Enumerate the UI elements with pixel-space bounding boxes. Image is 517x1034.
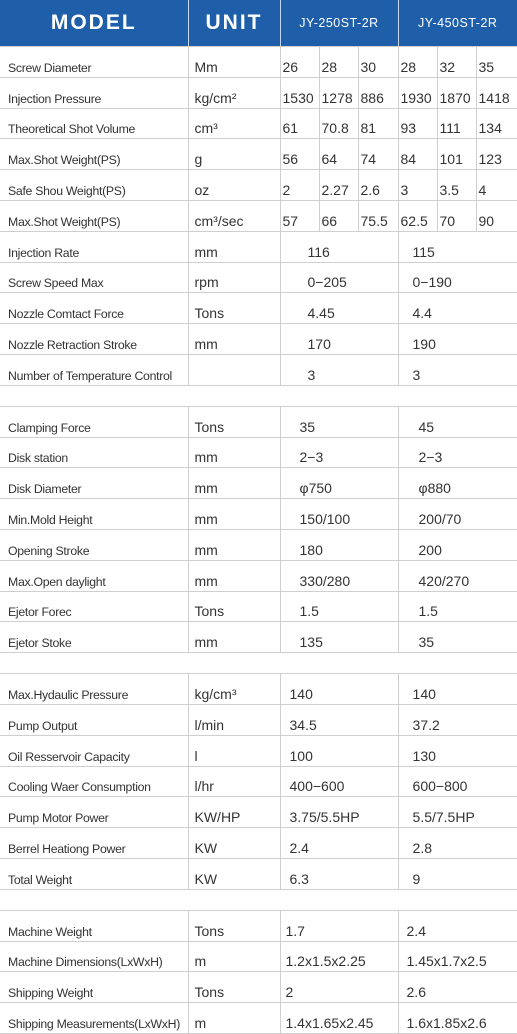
spec-label: Screw Diameter	[0, 47, 188, 78]
model-b-value: 5.5/7.5HP	[398, 797, 517, 828]
model-a-value: φ750	[280, 468, 398, 499]
spec-unit: mm	[188, 529, 280, 560]
model-b-value: 32	[437, 47, 476, 78]
spec-label: Max.Shot Weight(PS)	[0, 139, 188, 170]
model-a-value: 35	[280, 406, 398, 437]
spec-unit: mm	[188, 324, 280, 355]
model-a-value: 0−205	[280, 262, 398, 293]
model-a-value: 2.4	[280, 828, 398, 859]
model-a-value: 170	[280, 324, 398, 355]
model-a-value: 1.2x1.5x2.25	[280, 941, 398, 972]
model-b-value: 130	[398, 735, 517, 766]
model-b-value: 101	[437, 139, 476, 170]
spec-header	[0, 0, 517, 46]
spec-label: Min.Mold Height	[0, 499, 188, 530]
model-a-value: 57	[280, 200, 319, 231]
table-row	[0, 468, 517, 499]
injection-section	[0, 46, 517, 386]
model-b-value: 37.2	[398, 704, 517, 735]
table-row	[0, 200, 517, 231]
spec-unit: Tons	[188, 293, 280, 324]
spec-label: Machine Weight	[0, 910, 188, 941]
table-row	[0, 47, 517, 78]
spec-label: Shipping Weight	[0, 972, 188, 1003]
model-b-value: φ880	[398, 468, 517, 499]
model-a-value: 70.8	[319, 108, 358, 139]
table-row	[0, 735, 517, 766]
model-a-value: 26	[280, 47, 319, 78]
header-model-a: JY-250ST-2R	[280, 0, 398, 46]
spec-label: Nozzle Retraction Stroke	[0, 324, 188, 355]
model-b-value: 1870	[437, 77, 476, 108]
spec-label: Machine Dimensions(LxWxH)	[0, 941, 188, 972]
spec-unit: mm	[188, 468, 280, 499]
model-a-value: 1.5	[280, 591, 398, 622]
table-row	[0, 77, 517, 108]
table-row	[0, 704, 517, 735]
spec-unit: g	[188, 139, 280, 170]
table-row	[0, 972, 517, 1003]
spec-label: Shipping Measurements(LxWxH)	[0, 1003, 188, 1034]
model-a-value: 2	[280, 170, 319, 201]
spec-unit: m	[188, 941, 280, 972]
spec-label: Ejetor Forec	[0, 591, 188, 622]
spec-label: Safe Shou Weight(PS)	[0, 170, 188, 201]
spec-unit: KW	[188, 858, 280, 889]
table-row	[0, 797, 517, 828]
spec-label: Screw Speed Max	[0, 262, 188, 293]
model-b-value: 70	[437, 200, 476, 231]
spec-unit: Tons	[188, 910, 280, 941]
model-b-value: 200	[398, 529, 517, 560]
spec-unit: Tons	[188, 406, 280, 437]
table-row	[0, 354, 517, 385]
model-b-value: 123	[476, 139, 517, 170]
table-row	[0, 139, 517, 170]
spec-unit: rpm	[188, 262, 280, 293]
model-b-value: 420/270	[398, 560, 517, 591]
table-row	[0, 674, 517, 705]
spec-unit: oz	[188, 170, 280, 201]
model-b-value: 200/70	[398, 499, 517, 530]
table-row	[0, 529, 517, 560]
model-b-value: 62.5	[398, 200, 437, 231]
model-a-value: 66	[319, 200, 358, 231]
spec-unit: Tons	[188, 591, 280, 622]
model-b-value: 3	[398, 354, 517, 385]
spec-unit: mm	[188, 560, 280, 591]
model-b-value: 600−800	[398, 766, 517, 797]
header-unit: UNIT	[188, 0, 280, 46]
model-a-value: 3.75/5.5HP	[280, 797, 398, 828]
model-a-value: 140	[280, 674, 398, 705]
model-b-value: 140	[398, 674, 517, 705]
table-row	[0, 108, 517, 139]
model-b-value: 2−3	[398, 437, 517, 468]
model-a-value: 3	[280, 354, 398, 385]
spec-unit: m	[188, 1003, 280, 1034]
spec-unit: kg/cm³	[188, 674, 280, 705]
model-a-value: 6.3	[280, 858, 398, 889]
model-a-value: 330/280	[280, 560, 398, 591]
table-row	[0, 170, 517, 201]
table-row	[0, 591, 517, 622]
model-a-value: 1.4x1.65x2.45	[280, 1003, 398, 1034]
spec-unit: Mm	[188, 47, 280, 78]
model-a-value: 886	[358, 77, 398, 108]
spec-unit: l/min	[188, 704, 280, 735]
table-row	[0, 766, 517, 797]
spec-unit: KW	[188, 828, 280, 859]
spec-unit	[188, 354, 280, 385]
model-a-value: 75.5	[358, 200, 398, 231]
model-a-value: 2−3	[280, 437, 398, 468]
model-b-value: 1.5	[398, 591, 517, 622]
spec-label: Total Weight	[0, 858, 188, 889]
model-b-value: 35	[398, 622, 517, 653]
model-b-value: 4	[476, 170, 517, 201]
model-a-value: 1.7	[280, 910, 398, 941]
header-model: MODEL	[0, 0, 188, 46]
model-a-value: 400−600	[280, 766, 398, 797]
spec-unit: mm	[188, 499, 280, 530]
spec-label: Oil Resservoir Capacity	[0, 735, 188, 766]
spec-label: Max.Shot Weight(PS)	[0, 200, 188, 231]
model-b-value: 90	[476, 200, 517, 231]
model-b-value: 9	[398, 858, 517, 889]
spec-label: Pump Motor Power	[0, 797, 188, 828]
model-a-value: 81	[358, 108, 398, 139]
model-b-value: 93	[398, 108, 437, 139]
clamping-section	[0, 406, 517, 653]
table-row	[0, 1003, 517, 1034]
model-b-value: 84	[398, 139, 437, 170]
model-b-value: 1418	[476, 77, 517, 108]
model-b-value: 1.45x1.7x2.5	[398, 941, 517, 972]
table-row	[0, 622, 517, 653]
model-a-value: 2.6	[358, 170, 398, 201]
spec-label: Cooling Waer Consumption	[0, 766, 188, 797]
model-a-value: 100	[280, 735, 398, 766]
model-b-value: 111	[437, 108, 476, 139]
model-a-value: 2.27	[319, 170, 358, 201]
spec-unit: cm³/sec	[188, 200, 280, 231]
table-row	[0, 406, 517, 437]
spec-label: Pump Output	[0, 704, 188, 735]
model-a-value: 30	[358, 47, 398, 78]
spec-unit: mm	[188, 437, 280, 468]
model-a-value: 1278	[319, 77, 358, 108]
table-row	[0, 560, 517, 591]
table-row	[0, 324, 517, 355]
model-a-value: 4.45	[280, 293, 398, 324]
model-b-value: 2.4	[398, 910, 517, 941]
model-b-value: 0−190	[398, 262, 517, 293]
section-gap	[0, 386, 517, 406]
spec-label: Max.Open daylight	[0, 560, 188, 591]
model-b-value: 3.5	[437, 170, 476, 201]
model-a-value: 56	[280, 139, 319, 170]
spec-label: Ejetor Stoke	[0, 622, 188, 653]
spec-unit: KW/HP	[188, 797, 280, 828]
hydraulic-section	[0, 673, 517, 890]
spec-label: Number of Temperature Control	[0, 354, 188, 385]
spec-label: Max.Hydaulic Pressure	[0, 674, 188, 705]
spec-label: Disk Diameter	[0, 468, 188, 499]
spec-label: Berrel Heationg Power	[0, 828, 188, 859]
table-row	[0, 910, 517, 941]
spec-unit: Tons	[188, 972, 280, 1003]
model-b-value: 2.8	[398, 828, 517, 859]
spec-unit: kg/cm²	[188, 77, 280, 108]
model-b-value: 4.4	[398, 293, 517, 324]
table-row	[0, 437, 517, 468]
table-row	[0, 499, 517, 530]
spec-unit: l/hr	[188, 766, 280, 797]
model-b-value: 28	[398, 47, 437, 78]
section-gap	[0, 890, 517, 910]
model-a-value: 2	[280, 972, 398, 1003]
model-b-value: 3	[398, 170, 437, 201]
model-b-value: 45	[398, 406, 517, 437]
table-row	[0, 231, 517, 262]
model-b-value: 115	[398, 231, 517, 262]
spec-label: Injection Pressure	[0, 77, 188, 108]
model-a-value: 135	[280, 622, 398, 653]
spec-label: Nozzle Comtact Force	[0, 293, 188, 324]
model-b-value: 1.6x1.85x2.6	[398, 1003, 517, 1034]
spec-label: Theoretical Shot Volume	[0, 108, 188, 139]
table-row	[0, 293, 517, 324]
model-a-value: 180	[280, 529, 398, 560]
model-a-value: 150/100	[280, 499, 398, 530]
spec-label: Opening Stroke	[0, 529, 188, 560]
spec-unit: mm	[188, 622, 280, 653]
spec-label: Injection Rate	[0, 231, 188, 262]
spec-unit: l	[188, 735, 280, 766]
model-a-value: 116	[280, 231, 398, 262]
spec-label: Clamping Force	[0, 406, 188, 437]
model-a-value: 61	[280, 108, 319, 139]
table-row	[0, 828, 517, 859]
model-b-value: 1930	[398, 77, 437, 108]
table-row	[0, 858, 517, 889]
model-a-value: 34.5	[280, 704, 398, 735]
spec-label: Disk station	[0, 437, 188, 468]
model-a-value: 28	[319, 47, 358, 78]
machine-section	[0, 910, 517, 1034]
header-model-b: JY-450ST-2R	[398, 0, 517, 46]
model-a-value: 64	[319, 139, 358, 170]
header-row	[0, 0, 517, 46]
model-a-value: 74	[358, 139, 398, 170]
model-b-value: 2.6	[398, 972, 517, 1003]
model-b-value: 190	[398, 324, 517, 355]
model-b-value: 134	[476, 108, 517, 139]
model-a-value: 1530	[280, 77, 319, 108]
model-b-value: 35	[476, 47, 517, 78]
table-row	[0, 941, 517, 972]
spec-unit: cm³	[188, 108, 280, 139]
table-row	[0, 262, 517, 293]
spec-unit: mm	[188, 231, 280, 262]
section-gap	[0, 653, 517, 673]
